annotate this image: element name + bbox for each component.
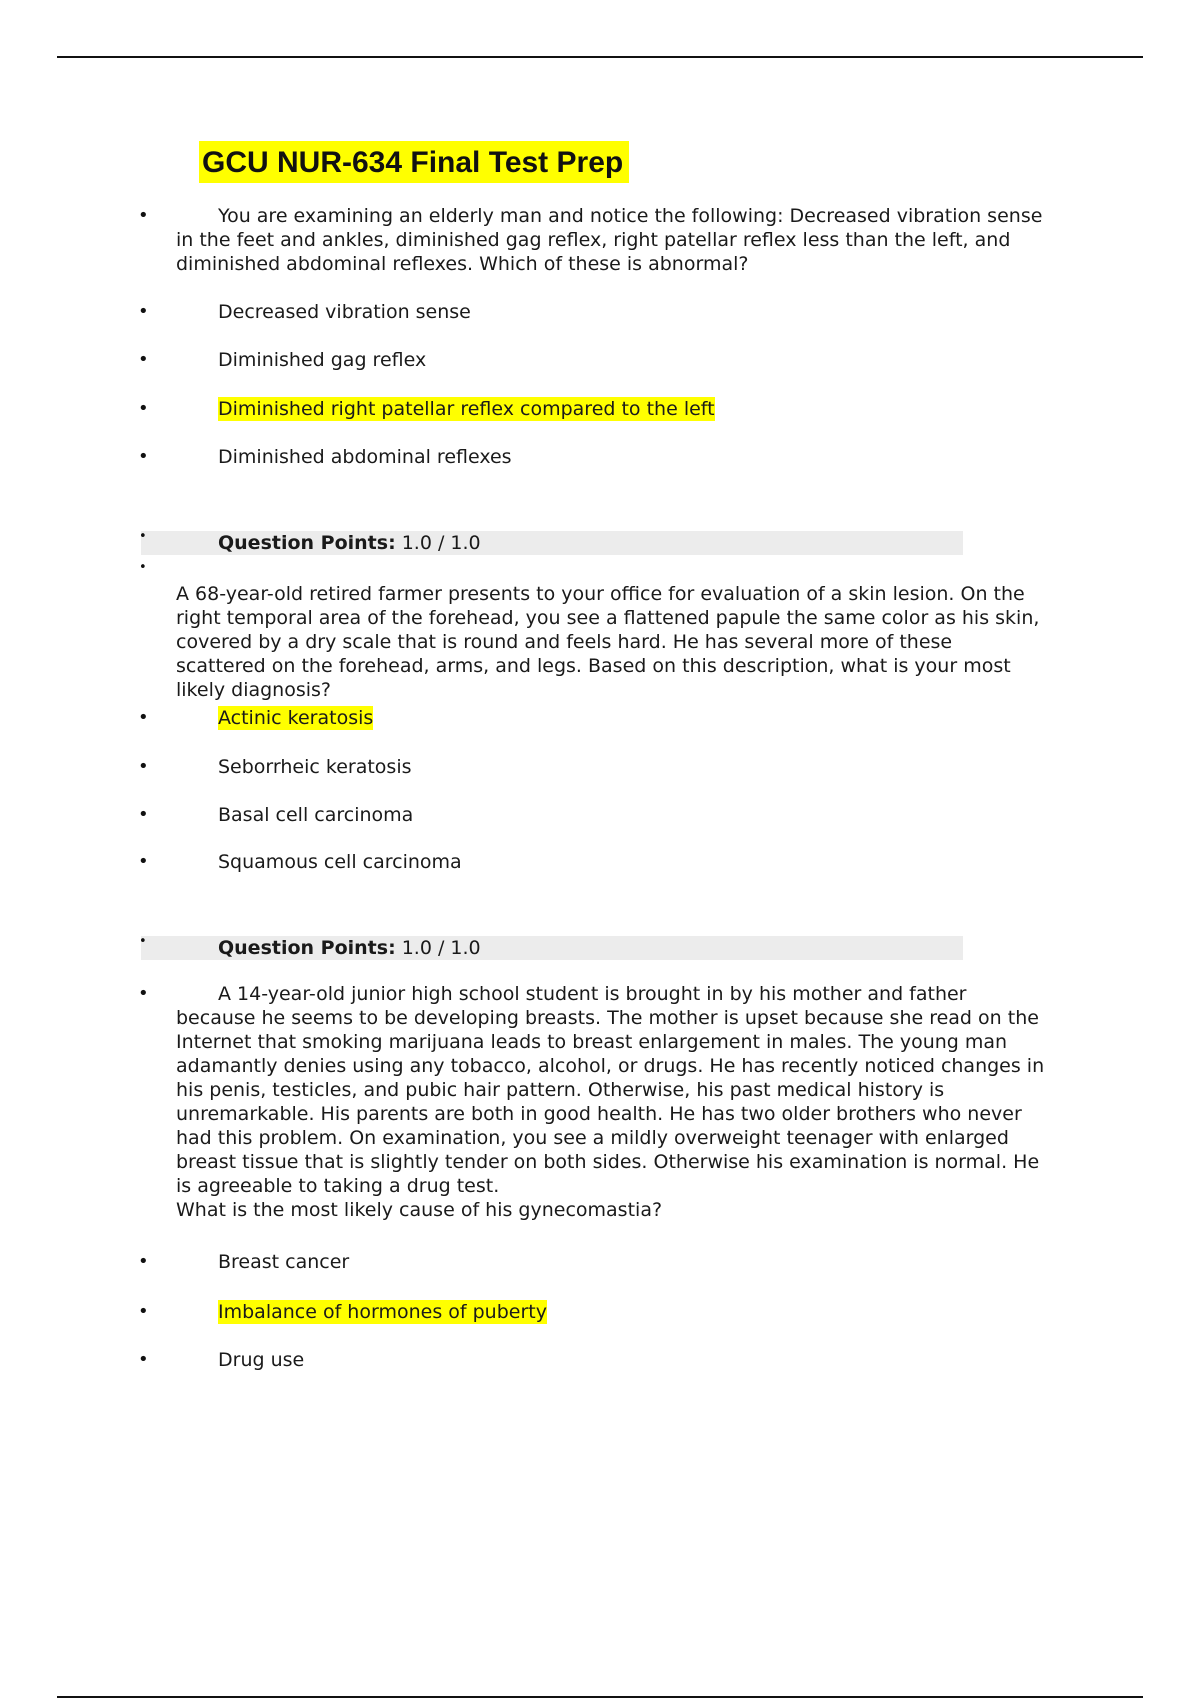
points-label: Question Points: [218,532,396,554]
top-rule [57,56,1143,58]
document-title: GCU NUR-634 Final Test Prep [199,141,629,183]
bullet: • [138,1349,149,1370]
bullet: • [138,205,149,226]
bullet: • [138,983,149,1004]
bullet: • [138,756,149,777]
points-value: 1.0 / 1.0 [401,532,481,554]
option-label-highlighted: Diminished right patellar reflex compared to the left [218,398,715,420]
option-label-highlighted: Actinic keratosis [218,707,374,729]
bullet: • [138,707,149,728]
bullet: • [138,446,149,467]
bullet: • [138,1251,149,1272]
bullet: • [138,349,149,370]
option-label: Decreased vibration sense [218,301,471,323]
bottom-rule [57,1696,1143,1698]
points-text [218,936,481,960]
points-text [218,531,481,555]
option-label-highlighted: Imbalance of hormones of puberty [218,1301,547,1323]
option-label: Drug use [218,1349,305,1371]
bullet: • [139,934,147,949]
option-label: Diminished gag reflex [218,349,427,371]
option-label: Breast cancer [218,1251,350,1273]
bullet: • [139,560,147,575]
question-2-stem: A 68-year-old retired farmer presents to your office for evaluation of a skin lesion. On the right temporal area of the forehead, you see a flattened papule the same color as his skin, covered by a dry scale that is round and feels hard. He has several more of these scattered on the forehead, arms, and legs. Based on this description, what is your most likely diagnosis? [176,583,1040,701]
option-label: Seborrheic keratosis [218,756,412,778]
bullet: • [138,1301,149,1322]
option-label: Diminished abdominal reflexes [218,446,512,468]
bullet: • [138,398,149,419]
question-1-stem: You are examining an elderly man and notice the following: Decreased vibration sense in the feet and ankles, diminished gag reflex, right patellar reflex less than the left, and diminished abdominal reflexes. Which of these is abnormal? [176,205,1043,275]
question-3-prompt: What is the most likely cause of his gynecomastia? [176,1199,663,1221]
bullet: • [138,851,149,872]
points-label: Question Points: [218,937,396,959]
bullet: • [138,804,149,825]
bullet: • [138,301,149,322]
option-label: Squamous cell carcinoma [218,851,462,873]
question-3-stem: A 14-year-old junior high school student is brought in by his mother and father because he seems to be developing breasts. The mother is upset because she read on the Internet that smoking marijuana leads to breast enlargement in males. The young man adamantly denies using any tobacco, alcohol, or drugs. He has recently noticed changes in his penis, testicles, and pubic hair pattern. Otherwise, his past medical history is unremarkable. His parents are both in good health. He has two older brothers who never had this problem. On examination, you see a mildly overweight teenager with enlarged breast tissue that is slightly tender on both sides. Otherwise his examination is normal. He is agreeable to taking a drug test. What is the most likely cause of his gynecomastia? [176,983,1045,1221]
option-label: Basal cell carcinoma [218,804,414,826]
points-value: 1.0 / 1.0 [401,937,481,959]
bullet: • [139,529,147,544]
